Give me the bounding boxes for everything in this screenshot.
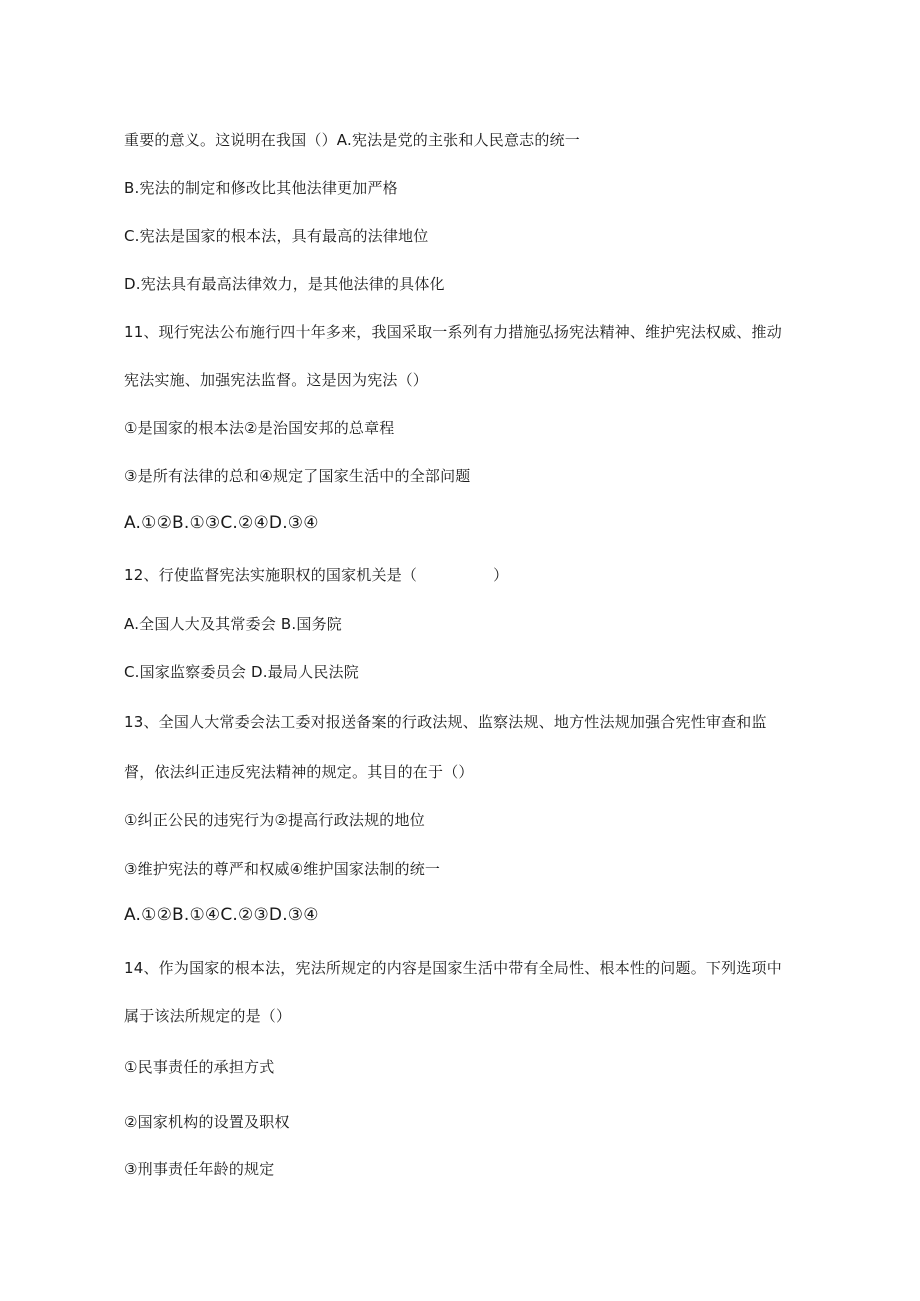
text-line-q11-options: A.①②B.①③C.②④D.③④ — [124, 513, 319, 533]
text-line-q13-options: A.①②B.①④C.②③D.③④ — [124, 905, 319, 925]
text-line-q13-items-1-2: ①纠正公民的违宪行为②提高行政法规的地位 — [124, 811, 425, 829]
text-line-q11-items-1-2: ①是国家的根本法②是治国安邦的总章程 — [124, 419, 395, 437]
text-line-q13-stem-cont: 督，依法纠正违反宪法精神的规定。其目的在于（） — [124, 763, 474, 781]
text-line-q11-stem: 11、现行宪法公布施行四十年多来，我国采取一系列有力措施弘扬宪法精神、维护宪法权威、推动 — [124, 323, 782, 341]
text-line-q10-stem-option-a: 重要的意义。这说明在我国（）A.宪法是党的主张和人民意志的统一 — [124, 131, 580, 149]
text-line-q14-stem-cont: 属于该法所规定的是（） — [124, 1007, 292, 1025]
text-line-q14-item-3: ③刑事责任年龄的规定 — [124, 1160, 275, 1178]
text-line-q14-item-1: ①民事责任的承担方式 — [124, 1058, 275, 1076]
text-line-q14-item-2: ②国家机构的设置及职权 — [124, 1113, 290, 1131]
text-line-q12-stem: 12、行使监督宪法实施职权的国家机关是（ ） — [124, 566, 509, 584]
text-line-q10-option-d: D.宪法具有最高法律效力，是其他法律的具体化 — [124, 275, 445, 293]
text-line-q13-stem: 13、全国人大常委会法工委对报送备案的行政法规、监察法规、地方性法规加强合宪性审查和监 — [124, 713, 767, 731]
text-line-q10-option-b: B.宪法的制定和修改比其他法律更加严格 — [124, 179, 398, 197]
text-line-q11-items-3-4: ③是所有法律的总和④规定了国家生活中的全部问题 — [124, 467, 471, 485]
text-line-q14-stem: 14、作为国家的根本法，宪法所规定的内容是国家生活中带有全局性、根本性的问题。下列选项中 — [124, 959, 782, 977]
text-line-q12-options-a-b: A.全国人大及其常委会 B.国务院 — [124, 615, 342, 633]
text-line-q12-options-c-d: C.国家监察委员会 D.最局人民法院 — [124, 663, 359, 681]
text-line-q10-option-c: C.宪法是国家的根本法，具有最高的法律地位 — [124, 227, 429, 245]
text-line-q11-stem-cont: 宪法实施、加强宪法监督。这是因为宪法（） — [124, 371, 429, 389]
text-line-q13-items-3-4: ③维护宪法的尊严和权威④维护国家法制的统一 — [124, 860, 441, 878]
